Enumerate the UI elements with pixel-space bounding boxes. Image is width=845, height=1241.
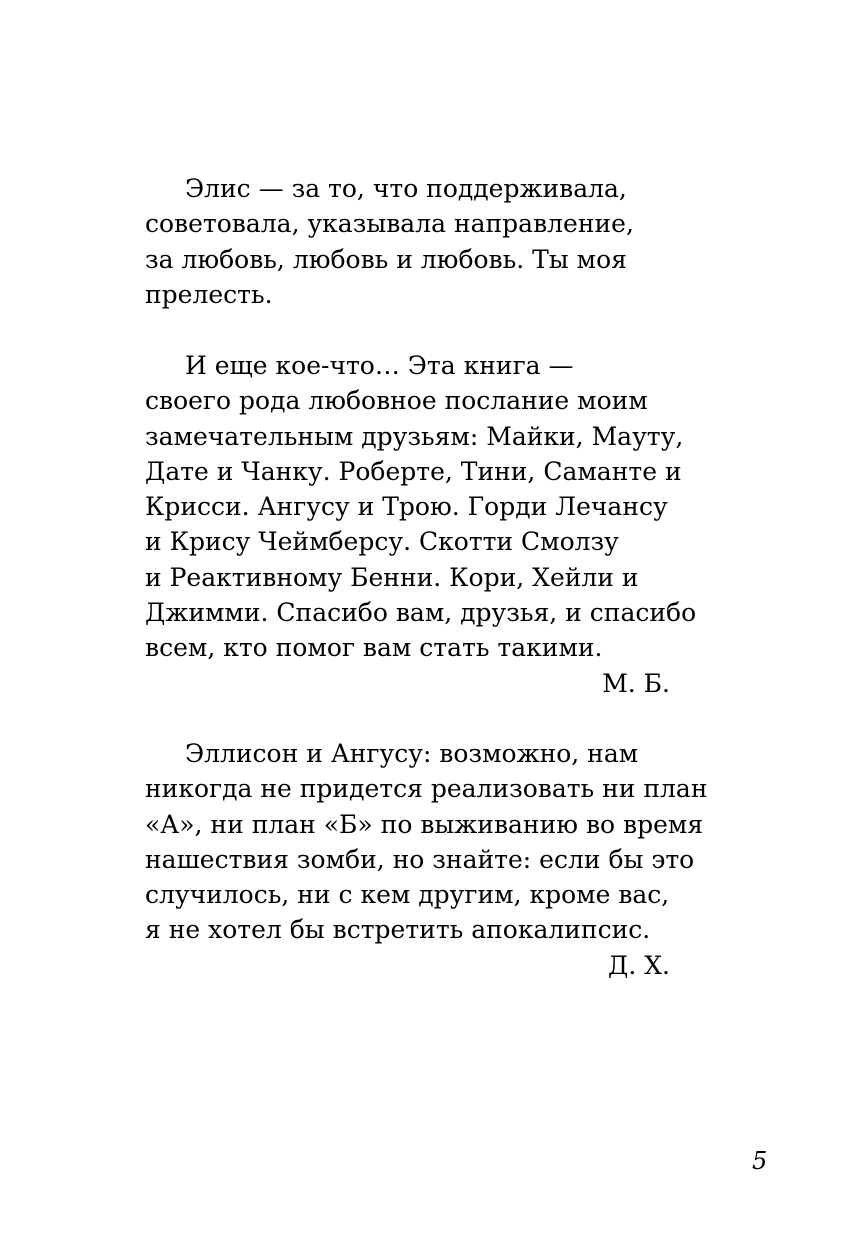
text-line: Элис — за то, что поддерживала,	[185, 174, 627, 203]
text-line: своего рода любовное послание моим	[145, 386, 648, 416]
text-line: никогда не придется реализовать ни план	[145, 774, 708, 804]
text-line: я не хотел бы встретить апокалипсис.	[145, 915, 651, 945]
text-line: нашествия зомби, но знайте: если бы это	[145, 844, 695, 874]
page-number: 5	[752, 1147, 768, 1175]
text-line: за любовь, любовь и любовь. Ты моя	[145, 244, 627, 274]
dedication-paragraph-3	[145, 736, 708, 983]
text-line: Крисси. Ангусу и Трою. Горди Лечансу	[145, 492, 668, 522]
text-line: «А», ни план «Б» по выживанию во время	[145, 809, 704, 839]
text-line: случилось, ни с кем другим, кроме вас,	[145, 880, 670, 910]
dedication-paragraph-2	[145, 348, 697, 701]
text-line: И еще кое-что… Эта книга —	[185, 351, 574, 380]
dedication-paragraph-1	[145, 171, 685, 312]
text-line: Эллисон и Ангусу: возможно, нам	[185, 739, 639, 768]
text-line: Джимми. Спасибо вам, друзья, и спасибо	[145, 598, 697, 628]
signature-mb: М. Б.	[602, 668, 670, 698]
text-line: замечательным друзьям: Майки, Мауту,	[145, 421, 684, 451]
text-line: всем, кто помог вам стать такими.	[145, 633, 603, 663]
text-line: и Реактивному Бенни. Кори, Хейли и	[145, 562, 639, 592]
text-line: Дате и Чанку. Роберте, Тини, Саманте и	[145, 456, 682, 486]
text-line: советовала, указывала направление,	[145, 209, 634, 239]
text-line: и Крису Чеймберсу. Скотти Смолзу	[145, 527, 619, 557]
text-line: прелесть.	[145, 279, 273, 309]
signature-dh: Д. Х.	[608, 950, 670, 980]
